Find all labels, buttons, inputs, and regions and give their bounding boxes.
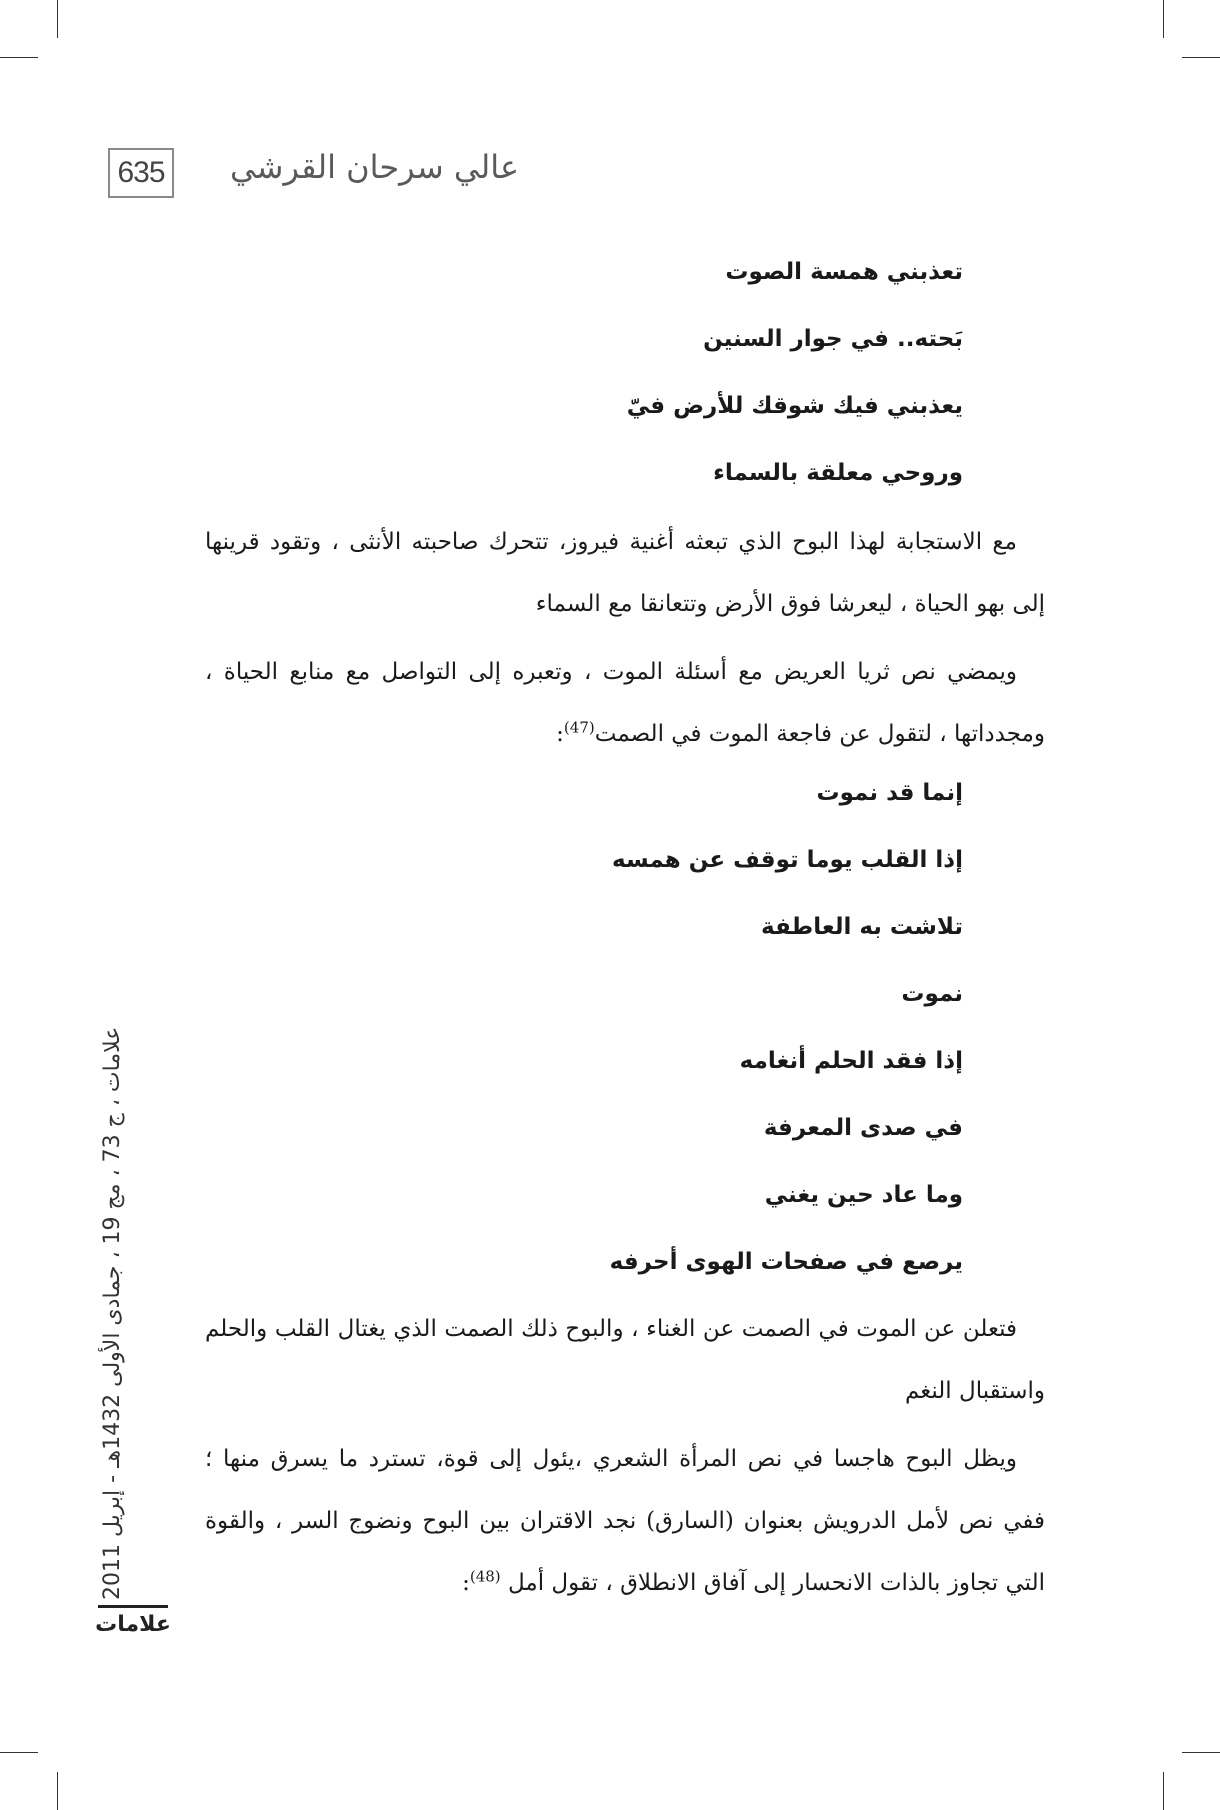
verse-line: إنما قد نموت — [816, 780, 963, 806]
paragraph — [205, 511, 1045, 635]
punctuation: : — [556, 721, 564, 747]
crop-mark — [1182, 1752, 1220, 1753]
paragraph-text: فتعلن عن الموت في الصمت عن الغناء ، والبوح ذلك الصمت الذي يغتال القلب والحلم واستقبال النغم — [205, 1316, 1045, 1404]
paragraph-text: ويمضي نص ثريا العريض مع أسئلة الموت ، وتعبره إلى التواصل مع منابع الحياة ، ومجدداتها ، لتقول عن فاجعة الموت في الصمت — [205, 659, 1045, 747]
poem-excerpt-1 — [205, 250, 1045, 511]
page-number: 635 — [108, 148, 174, 198]
verse-line: يرصع في صفحات الهوى أحرفه — [609, 1249, 963, 1275]
paragraph — [205, 1428, 1045, 1614]
main-content — [205, 250, 1045, 1620]
verse-line: إذا القلب يوما توقف عن همسه — [612, 847, 963, 873]
crop-mark — [0, 57, 38, 58]
crop-mark — [0, 1752, 38, 1753]
journal-citation: علامات ، ج 73 ، مج 19 ، جمادى الأولى 1432هـ - إبريل 2011 — [100, 1026, 125, 1600]
crop-mark — [57, 0, 58, 38]
footnote-ref: (47) — [563, 718, 595, 737]
paragraph-text: ويظل البوح هاجسا في نص المرأة الشعري ،يئول إلى قوة، تسترد ما يسرق منها ؛ ففي نص لأمل الدرويش بعنوان (السارق) نجد الاقتران بين البوح ونضوج السر ، والقوة التي تجاوز بالذات الانحسار إلى آفاق الانطلاق ، تقول أمل — [205, 1446, 1045, 1596]
running-title: عالي سرحان القرشي — [230, 148, 520, 186]
crop-mark — [57, 1772, 58, 1810]
verse-line: في صدى المعرفة — [763, 1115, 963, 1141]
verse-line: تلاشت به العاطفة — [761, 914, 963, 940]
journal-logo: علامات — [98, 1605, 168, 1640]
paragraph — [205, 641, 1045, 765]
footnote-ref: (48) — [469, 1567, 501, 1586]
verse-line: وروحي معلقة بالسماء — [713, 460, 963, 486]
verse-line: تعذبني همسة الصوت — [725, 259, 963, 285]
paragraph — [205, 1298, 1045, 1422]
verse-line: وما عاد حين يغني — [764, 1182, 963, 1208]
verse-line: يعذبني فيك شوقك للأرض فيّ — [626, 393, 963, 419]
verse-line: نموت — [901, 981, 963, 1007]
paragraph-text: مع الاستجابة لهذا البوح الذي تبعثه أغنية فيروز، تتحرك صاحبته الأنثى ، وتقود قرينها إلى بهو الحياة ، ليعرشا فوق الأرض وتتعانقا مع السماء — [205, 529, 1045, 617]
poem-excerpt-2 — [205, 771, 1045, 1298]
crop-mark — [1182, 57, 1220, 58]
crop-mark — [1163, 0, 1164, 38]
punctuation: : — [462, 1570, 470, 1596]
verse-line: بَحته.. في جوار السنين — [703, 326, 963, 352]
crop-mark — [1163, 1772, 1164, 1810]
verse-line: إذا فقد الحلم أنغامه — [739, 1048, 963, 1074]
